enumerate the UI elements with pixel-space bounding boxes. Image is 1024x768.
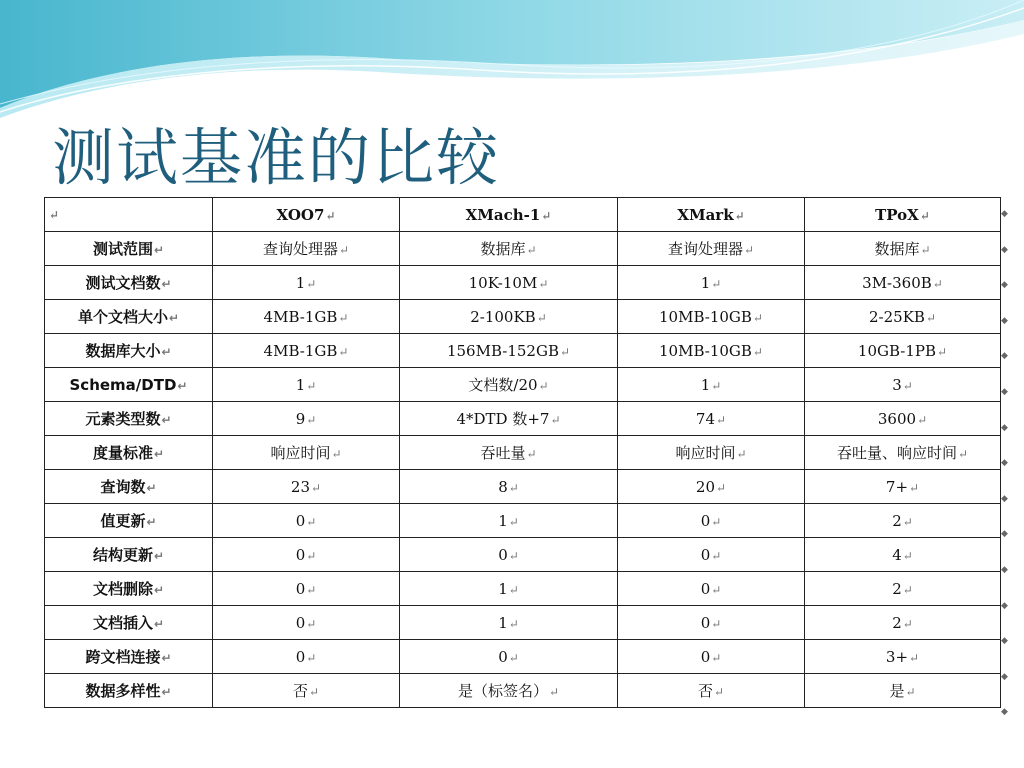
cell-value: 0 bbox=[700, 545, 711, 564]
column-header-label: TPoX bbox=[875, 205, 919, 224]
column-header-label: XMark bbox=[677, 205, 734, 224]
paragraph-mark: ↵ bbox=[536, 310, 547, 325]
table-cell bbox=[213, 572, 400, 606]
table-cell bbox=[213, 300, 400, 334]
paragraph-mark: ↵ bbox=[752, 344, 763, 359]
row-header-label: 跨文档连接 bbox=[85, 648, 161, 666]
slide-title: 测试基准的比较 bbox=[52, 121, 501, 194]
cell-value: 156MB-152GB bbox=[446, 341, 559, 360]
paragraph-mark: ↵ bbox=[161, 651, 172, 665]
paragraph-mark: ↵ bbox=[331, 447, 342, 461]
table-cell bbox=[618, 436, 805, 470]
table-cell bbox=[805, 334, 1001, 368]
paragraph-mark: ↵ bbox=[146, 515, 157, 529]
paragraph-mark: ↵ bbox=[559, 344, 571, 359]
cell-value: 7+ bbox=[885, 477, 909, 496]
cell-value: 10K-10M bbox=[468, 273, 538, 292]
table-cell bbox=[618, 368, 805, 402]
paragraph-mark: ↵ bbox=[917, 412, 928, 427]
table-cell bbox=[618, 470, 805, 504]
column-header-xmach-1 bbox=[400, 198, 618, 232]
table-cell bbox=[618, 606, 805, 640]
table-cell bbox=[618, 640, 805, 674]
row-header-cell bbox=[45, 300, 213, 334]
paragraph-mark: ↵ bbox=[153, 447, 165, 461]
cell-value: 0 bbox=[498, 647, 508, 666]
row-header-label: 度量标准 bbox=[92, 444, 153, 462]
paragraph-mark: ↵ bbox=[306, 616, 317, 631]
row-header-label: 文档删除 bbox=[92, 580, 153, 598]
cell-value: 0 bbox=[295, 511, 306, 530]
cell-value: 数据库 bbox=[874, 240, 920, 258]
cell-value: 查询处理器 bbox=[667, 240, 743, 258]
cell-value: 否 bbox=[697, 682, 713, 700]
cell-value: 2-25KB bbox=[869, 307, 925, 326]
paragraph-mark: ↵ bbox=[909, 480, 920, 495]
row-header-cell bbox=[45, 334, 213, 368]
paragraph-mark: ↵ bbox=[338, 310, 349, 325]
table-row bbox=[45, 436, 1001, 470]
paragraph-mark: ↵ bbox=[550, 413, 561, 427]
cell-value: 2 bbox=[892, 579, 902, 598]
paragraph-mark: ↵ bbox=[919, 208, 930, 223]
cell-value: 3 bbox=[892, 375, 902, 394]
table-cell bbox=[213, 402, 400, 436]
paragraph-mark: ↵ bbox=[153, 617, 165, 631]
table-row bbox=[45, 640, 1001, 674]
paragraph-mark: ↵ bbox=[902, 548, 913, 563]
column-header-xoo7 bbox=[213, 198, 400, 232]
table-cell bbox=[805, 368, 1001, 402]
paragraph-mark: ↵ bbox=[902, 514, 913, 529]
benchmark-comparison-table bbox=[44, 197, 1001, 708]
column-header-label: XMach-1 bbox=[465, 205, 541, 224]
paragraph-mark: ↵ bbox=[49, 207, 60, 222]
cell-value: 10GB-1PB bbox=[857, 341, 937, 360]
cell-value: 1 bbox=[498, 613, 508, 632]
paragraph-mark: ↵ bbox=[338, 344, 349, 359]
row-end-mark-icon: ◆ bbox=[1001, 209, 1008, 219]
table-row bbox=[45, 266, 1001, 300]
cell-value: 0 bbox=[498, 545, 508, 564]
cell-value: 0 bbox=[700, 511, 711, 530]
cell-value: 数据库 bbox=[480, 240, 526, 258]
cell-value: 是 bbox=[889, 682, 905, 700]
cell-value: 是（标签名） bbox=[457, 682, 548, 700]
paragraph-mark: ↵ bbox=[538, 379, 549, 393]
paragraph-mark: ↵ bbox=[508, 582, 519, 597]
table-cell bbox=[618, 300, 805, 334]
row-header-label: 测试范围 bbox=[92, 240, 153, 258]
table-cell bbox=[400, 606, 618, 640]
table-cell bbox=[213, 334, 400, 368]
table-row bbox=[45, 572, 1001, 606]
cell-value: 10MB-10GB bbox=[659, 307, 752, 326]
cell-value: 响应时间 bbox=[270, 444, 331, 462]
table-cell bbox=[400, 538, 618, 572]
table-cell bbox=[213, 538, 400, 572]
table-cell bbox=[400, 334, 618, 368]
row-end-mark-icon: ◆ bbox=[1001, 493, 1008, 504]
header-wave-banner bbox=[0, 0, 1024, 120]
paragraph-mark: ↵ bbox=[338, 243, 350, 257]
paragraph-mark: ↵ bbox=[153, 549, 165, 563]
cell-value: 0 bbox=[700, 613, 711, 632]
row-header-cell bbox=[45, 470, 213, 504]
row-header-cell bbox=[45, 232, 213, 266]
table-cell bbox=[805, 266, 1001, 300]
paragraph-mark: ↵ bbox=[325, 208, 336, 223]
table-cell bbox=[805, 504, 1001, 538]
paragraph-mark: ↵ bbox=[711, 582, 722, 597]
row-header-cell bbox=[45, 572, 213, 606]
row-header-cell bbox=[45, 606, 213, 640]
cell-value: 20 bbox=[695, 477, 716, 496]
table-cell bbox=[400, 300, 618, 334]
paragraph-mark: ↵ bbox=[177, 378, 188, 393]
cell-value: 2 bbox=[892, 511, 902, 530]
cell-value: 3600 bbox=[877, 409, 917, 428]
cell-value: 3+ bbox=[885, 647, 909, 666]
table-cell bbox=[400, 504, 618, 538]
row-header-cell bbox=[45, 368, 213, 402]
paragraph-mark: ↵ bbox=[306, 378, 317, 393]
cell-value: 4*DTD 数+7 bbox=[456, 410, 550, 428]
paragraph-mark: ↵ bbox=[736, 447, 747, 461]
column-header-tpox bbox=[805, 198, 1001, 232]
cell-value: 吞吐量 bbox=[480, 444, 526, 462]
row-header-label: 数据多样性 bbox=[85, 682, 161, 700]
paragraph-mark: ↵ bbox=[716, 480, 727, 495]
row-end-mark-icon: ◆ bbox=[1001, 458, 1008, 469]
paragraph-mark: ↵ bbox=[734, 208, 745, 223]
paragraph-mark: ↵ bbox=[306, 548, 317, 563]
table-cell bbox=[400, 368, 618, 402]
row-end-mark-icon: ◆ bbox=[1001, 600, 1008, 611]
table-cell bbox=[618, 266, 805, 300]
cell-value: 4MB-1GB bbox=[263, 341, 338, 360]
paragraph-mark: ↵ bbox=[526, 243, 537, 257]
row-header-label: 值更新 bbox=[100, 512, 146, 530]
paragraph-mark: ↵ bbox=[153, 243, 165, 257]
paragraph-mark: ↵ bbox=[548, 685, 560, 699]
row-header-cell bbox=[45, 402, 213, 436]
row-end-mark-icon: ◆ bbox=[1001, 244, 1008, 255]
cell-value: 74 bbox=[695, 409, 716, 428]
table-row bbox=[45, 538, 1001, 572]
table-cell bbox=[618, 674, 805, 708]
paragraph-mark: ↵ bbox=[920, 243, 931, 257]
paragraph-mark: ↵ bbox=[902, 616, 913, 631]
cell-value: 0 bbox=[295, 613, 306, 632]
paragraph-mark: ↵ bbox=[902, 582, 913, 597]
row-end-mark-icon: ◆ bbox=[1001, 315, 1008, 326]
table-row bbox=[45, 470, 1001, 504]
cell-value: 23 bbox=[290, 477, 311, 496]
row-header-cell bbox=[45, 674, 213, 708]
table-row bbox=[45, 368, 1001, 402]
table-cell bbox=[213, 504, 400, 538]
table-cell bbox=[213, 640, 400, 674]
table-cell bbox=[805, 640, 1001, 674]
paragraph-mark: ↵ bbox=[161, 685, 172, 699]
cell-value: 否 bbox=[292, 682, 308, 700]
table-row bbox=[45, 674, 1001, 708]
paragraph-mark: ↵ bbox=[508, 514, 519, 529]
row-header-cell bbox=[45, 538, 213, 572]
row-header-label: 单个文档大小 bbox=[77, 308, 168, 326]
cell-value: 4MB-1GB bbox=[263, 307, 338, 326]
cell-value: 1 bbox=[295, 273, 306, 292]
paragraph-mark: ↵ bbox=[711, 514, 722, 529]
paragraph-mark: ↵ bbox=[306, 514, 317, 529]
paragraph-mark: ↵ bbox=[161, 413, 172, 427]
row-end-mark-icon: ◆ bbox=[1001, 707, 1008, 718]
cell-value: 1 bbox=[498, 511, 508, 530]
paragraph-mark: ↵ bbox=[937, 344, 948, 359]
cell-value: 2 bbox=[892, 613, 902, 632]
cell-value: 4 bbox=[892, 545, 902, 564]
paragraph-mark: ↵ bbox=[508, 616, 519, 631]
paragraph-mark: ↵ bbox=[711, 378, 722, 393]
row-end-mark-icon: ◆ bbox=[1001, 636, 1008, 647]
table-cell bbox=[618, 232, 805, 266]
paragraph-mark: ↵ bbox=[306, 582, 317, 597]
table-row bbox=[45, 300, 1001, 334]
cell-value: 查询处理器 bbox=[262, 240, 338, 258]
table-cell bbox=[400, 640, 618, 674]
row-header-label: Schema/DTD bbox=[69, 375, 177, 394]
paragraph-mark: ↵ bbox=[153, 583, 165, 597]
paragraph-mark: ↵ bbox=[541, 208, 552, 223]
table-row bbox=[45, 232, 1001, 266]
paragraph-mark: ↵ bbox=[311, 480, 322, 495]
column-header-label: XOO7 bbox=[276, 205, 325, 224]
paragraph-mark: ↵ bbox=[909, 650, 920, 665]
table-cell bbox=[618, 504, 805, 538]
table-row bbox=[45, 334, 1001, 368]
paragraph-mark: ↵ bbox=[146, 481, 157, 495]
row-end-mark-icon: ◆ bbox=[1001, 280, 1008, 291]
table-row-end-marks bbox=[1001, 197, 1011, 731]
table-row bbox=[45, 606, 1001, 640]
cell-value: 0 bbox=[295, 545, 306, 564]
table-cell bbox=[618, 538, 805, 572]
table-cell bbox=[805, 674, 1001, 708]
paragraph-mark: ↵ bbox=[711, 650, 722, 665]
row-end-mark-icon: ◆ bbox=[1001, 671, 1008, 682]
paragraph-mark: ↵ bbox=[161, 277, 172, 291]
paragraph-mark: ↵ bbox=[716, 412, 727, 427]
table-cell bbox=[213, 232, 400, 266]
row-header-cell bbox=[45, 640, 213, 674]
table-cell bbox=[400, 436, 618, 470]
cell-value: 0 bbox=[700, 647, 711, 666]
table-header-row bbox=[45, 198, 1001, 232]
table-cell bbox=[805, 436, 1001, 470]
cell-value: 1 bbox=[295, 375, 306, 394]
table-cell bbox=[400, 232, 618, 266]
table-row bbox=[45, 402, 1001, 436]
cell-value: 8 bbox=[498, 477, 508, 496]
table-cell bbox=[400, 266, 618, 300]
cell-value: 文档数/20 bbox=[468, 376, 538, 394]
table-cell bbox=[400, 402, 618, 436]
paragraph-mark: ↵ bbox=[508, 480, 519, 495]
table-cell bbox=[805, 300, 1001, 334]
table-cell bbox=[400, 470, 618, 504]
paragraph-mark: ↵ bbox=[161, 345, 172, 359]
paragraph-mark: ↵ bbox=[752, 310, 763, 325]
table-cell bbox=[213, 606, 400, 640]
paragraph-mark: ↵ bbox=[306, 412, 317, 427]
paragraph-mark: ↵ bbox=[925, 310, 936, 325]
row-header-label: 测试文档数 bbox=[85, 274, 161, 292]
row-header-label: 结构更新 bbox=[92, 546, 153, 564]
column-header-xmark bbox=[618, 198, 805, 232]
row-header-cell bbox=[45, 504, 213, 538]
paragraph-mark: ↵ bbox=[308, 685, 320, 699]
paragraph-mark: ↵ bbox=[905, 685, 916, 699]
cell-value: 0 bbox=[700, 579, 711, 598]
row-end-mark-icon: ◆ bbox=[1001, 564, 1008, 575]
cell-value: 0 bbox=[295, 579, 306, 598]
paragraph-mark: ↵ bbox=[957, 447, 969, 461]
cell-value: 1 bbox=[498, 579, 508, 598]
table-cell bbox=[213, 266, 400, 300]
row-end-mark-icon: ◆ bbox=[1001, 529, 1008, 540]
row-header-label: 文档插入 bbox=[92, 614, 153, 632]
cell-value: 10MB-10GB bbox=[659, 341, 752, 360]
paragraph-mark: ↵ bbox=[508, 548, 519, 563]
table-cell bbox=[400, 674, 618, 708]
paragraph-mark: ↵ bbox=[743, 243, 755, 257]
cell-value: 吞吐量、响应时间 bbox=[836, 444, 957, 462]
paragraph-mark: ↵ bbox=[306, 650, 317, 665]
paragraph-mark: ↵ bbox=[902, 378, 913, 393]
paragraph-mark: ↵ bbox=[508, 650, 519, 665]
row-end-mark-icon: ◆ bbox=[1001, 386, 1008, 397]
cell-value: 9 bbox=[295, 409, 306, 428]
cell-value: 响应时间 bbox=[675, 444, 736, 462]
table-cell bbox=[805, 402, 1001, 436]
table-cell bbox=[213, 368, 400, 402]
paragraph-mark: ↵ bbox=[713, 685, 725, 699]
table-cell bbox=[805, 572, 1001, 606]
table-cell bbox=[618, 572, 805, 606]
paragraph-mark: ↵ bbox=[538, 276, 549, 291]
table-cell bbox=[213, 674, 400, 708]
table-cell bbox=[618, 334, 805, 368]
table-corner-cell bbox=[45, 198, 213, 232]
table-cell bbox=[805, 606, 1001, 640]
table-cell bbox=[805, 538, 1001, 572]
table-cell bbox=[618, 402, 805, 436]
cell-value: 1 bbox=[700, 273, 711, 292]
table-cell bbox=[213, 470, 400, 504]
paragraph-mark: ↵ bbox=[526, 447, 537, 461]
cell-value: 2-100KB bbox=[470, 307, 536, 326]
paragraph-mark: ↵ bbox=[932, 276, 943, 291]
paragraph-mark: ↵ bbox=[711, 616, 722, 631]
paragraph-mark: ↵ bbox=[711, 276, 722, 291]
table-cell bbox=[213, 436, 400, 470]
cell-value: 0 bbox=[295, 647, 306, 666]
row-header-cell bbox=[45, 266, 213, 300]
cell-value: 3M-360B bbox=[862, 273, 932, 292]
row-end-mark-icon: ◆ bbox=[1001, 351, 1008, 362]
row-header-label: 元素类型数 bbox=[85, 410, 161, 428]
row-header-label: 数据库大小 bbox=[85, 342, 161, 360]
cell-value: 1 bbox=[700, 375, 711, 394]
table-row bbox=[45, 504, 1001, 538]
table-cell bbox=[805, 470, 1001, 504]
row-end-mark-icon: ◆ bbox=[1001, 422, 1008, 433]
row-header-label: 查询数 bbox=[100, 478, 146, 496]
paragraph-mark: ↵ bbox=[306, 276, 317, 291]
row-header-cell bbox=[45, 436, 213, 470]
paragraph-mark: ↵ bbox=[711, 548, 722, 563]
table-cell bbox=[400, 572, 618, 606]
paragraph-mark: ↵ bbox=[168, 311, 180, 325]
table-cell bbox=[805, 232, 1001, 266]
